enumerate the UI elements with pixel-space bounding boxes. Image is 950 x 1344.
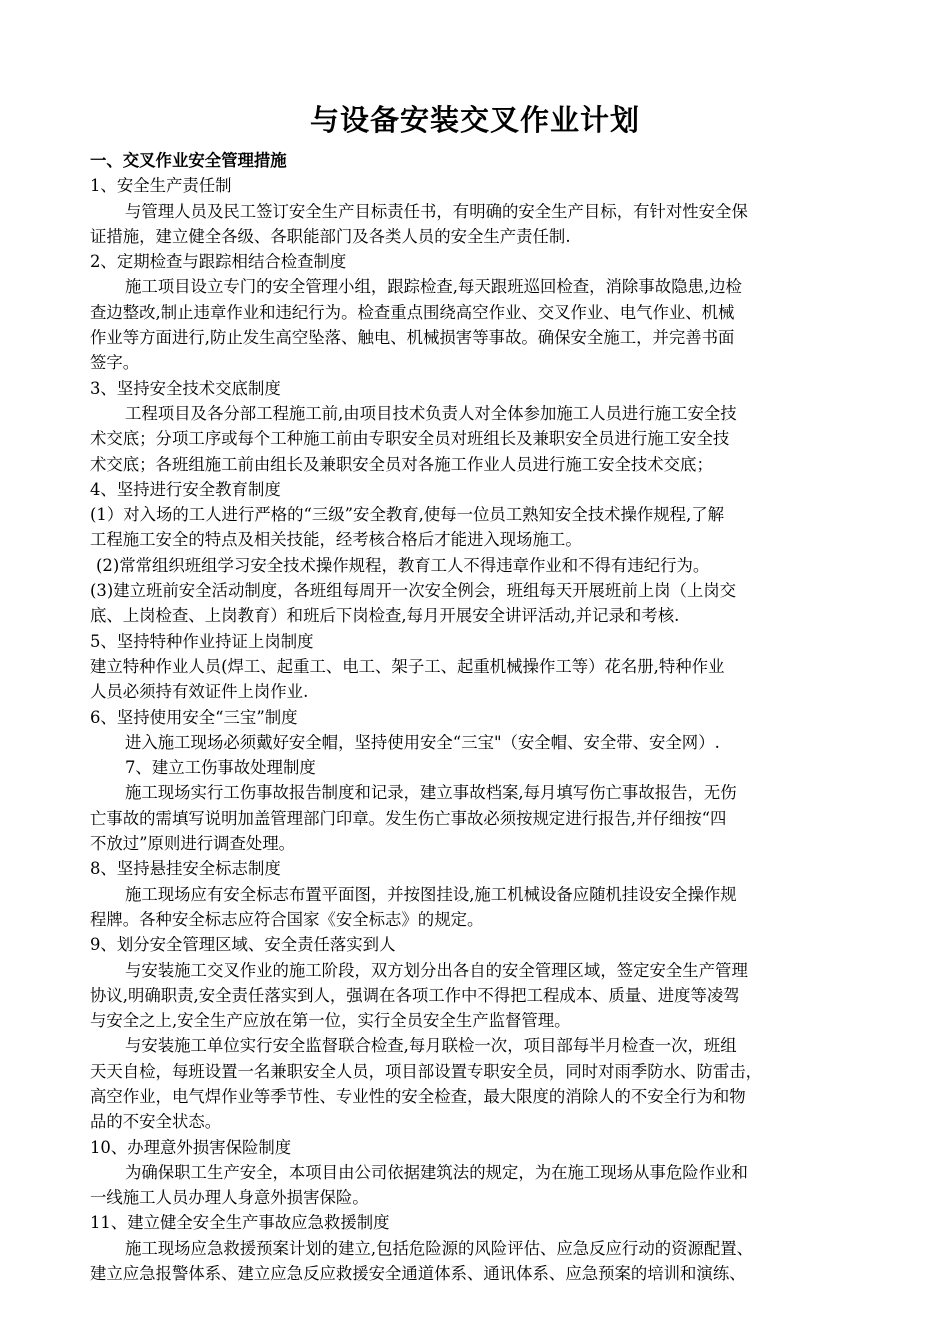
subheading: 6、坚持使用安全“三宝”制度 (90, 707, 298, 727)
subheading: 9、划分安全管理区域、安全责任落实到人 (90, 935, 396, 955)
paragraph-line: 亡事故的需填写说明加盖管理部门印章。发生伤亡事故必须按规定进行报告,并仔细按“四 (90, 808, 727, 828)
paragraph-line: 人员必须持有效证件上岗作业. (90, 682, 309, 702)
paragraph-line: 与安装施工单位实行安全监督联合检查,每月联检一次，项目部每半月检查一次，班组 (125, 1036, 737, 1056)
subheading: 3、坚持安全技术交底制度 (90, 378, 281, 398)
paragraph-line: 作业等方面进行,防止发生高空坠落、触电、机械损害等事故。确保安全施工，并完善书面 (90, 328, 735, 348)
paragraph-line: (2)常常组织班组学习安全技术操作规程，教育工人不得违章作业和不得有违纪行为。 (96, 555, 710, 575)
paragraph-line: 进入施工现场必须戴好安全帽，坚持使用安全“三宝"（安全帽、安全带、安全网）. (125, 732, 720, 752)
paragraph-line: 高空作业，电气焊作业等季节性、专业性的安全检查，最大限度的消除人的不安全行为和物 (90, 1086, 746, 1106)
paragraph-line: 施工现场实行工伤事故报告制度和记录，建立事故档案,每月填写伤亡事故报告，无伤 (125, 783, 737, 803)
paragraph-line: 程牌。各种安全标志应符合国家《安全标志》的规定。 (90, 909, 484, 929)
subheading: 1、安全生产责任制 (90, 176, 232, 196)
paragraph-line: 与安全之上,安全生产应放在第一位，实行全员安全生产监督管理。 (90, 1011, 571, 1031)
paragraph-line: 工程施工安全的特点及相关技能，经考核合格后才能进入现场施工。 (90, 530, 582, 550)
paragraph-line: 工程项目及各分部工程施工前,由项目技术负责人对全体参加施工人员进行施工安全技 (125, 403, 737, 423)
paragraph-line: 协议,明确职责,安全责任落实到人，强调在各项工作中不得把工程成本、质量、进度等凌驾 (90, 985, 740, 1005)
paragraph-line: 建立特种作业人员(焊工、起重工、电工、架子工、起重机械操作工等）花名册,特种作业 (90, 656, 725, 676)
paragraph-line: 不放过”原则进行调查处理。 (90, 834, 296, 854)
paragraph-line: 与管理人员及民工签订安全生产目标责任书，有明确的安全生产目标，有针对性安全保 (125, 201, 748, 221)
paragraph-line: 签字。 (90, 353, 140, 373)
document-body (90, 148, 870, 1286)
paragraph-line: 施工现场应有安全标志布置平面图，并按图挂设,施工机械设备应随机挂设安全操作规 (125, 884, 737, 904)
section-heading: 一、交叉作业安全管理措施 (90, 151, 287, 170)
paragraph-line: 与安装施工交叉作业的施工阶段，双方划分出各自的安全管理区域，签定安全生产管理 (125, 960, 748, 980)
subheading: 5、坚持特种作业持证上岗制度 (90, 631, 314, 651)
paragraph-line: 天天自检，每班设置一名兼职安全人员，项目部设置专职安全员，同时对雨季防水、防雷击， (90, 1061, 763, 1081)
paragraph-line: 查边整改,制止违章作业和违纪行为。检查重点围绕高空作业、交叉作业、电气作业、机械 (90, 302, 735, 322)
document-title: 与设备安装交叉作业计划 (309, 103, 640, 137)
paragraph-line: 底、上岗检查、上岗教育）和班后下岗检查,每月开展安全讲评活动,并记录和考核. (90, 606, 680, 626)
subheading: 4、坚持进行安全教育制度 (90, 479, 281, 499)
paragraph-line: 施工项目设立专门的安全管理小组，跟踪检查,每天跟班巡回检查，消除事故隐患,边检 (125, 277, 742, 297)
subheading: 7、建立工伤事故处理制度 (125, 758, 316, 778)
paragraph-line: 施工现场应急救援预案计划的建立,包括危险源的风险评估、应急反应行动的资源配置、 (125, 1238, 754, 1258)
paragraph-line: 建立应急报警体系、建立应急反应救援安全通道体系、通讯体系、应急预案的培训和演练、 (90, 1264, 746, 1284)
paragraph-line: (3)建立班前安全活动制度，各班组每周开一次安全例会，班组每天开展班前上岗（上岗交 (90, 581, 737, 601)
subheading: 11、建立健全安全生产事故应急救援制度 (90, 1213, 390, 1233)
subheading: 10、办理意外损害保险制度 (90, 1137, 292, 1157)
subheading: 2、定期检查与跟踪相结合检查制度 (90, 252, 347, 272)
paragraph-line: (1）对入场的工人进行严格的“三级”安全教育,使每一位员工熟知安全技术操作规程,了解 (90, 505, 725, 525)
paragraph-line: 证措施，建立健全各级、各职能部门及各类人员的安全生产责任制. (90, 226, 571, 246)
paragraph-line: 为确保职工生产安全，本项目由公司依据建筑法的规定，为在施工现场从事危险作业和 (125, 1162, 748, 1182)
paragraph-line: 一线施工人员办理人身意外损害保险。 (90, 1188, 369, 1208)
paragraph-line: 术交底；分项工序或每个工种施工前由专职安全员对班组长及兼职安全员进行施工安全技 (90, 429, 730, 449)
subheading: 8、坚持悬挂安全标志制度 (90, 859, 281, 879)
paragraph-line: 术交底；各班组施工前由组长及兼职安全员对各施工作业人员进行施工安全技术交底； (90, 454, 713, 474)
paragraph-line: 品的不安全状态。 (90, 1112, 222, 1132)
